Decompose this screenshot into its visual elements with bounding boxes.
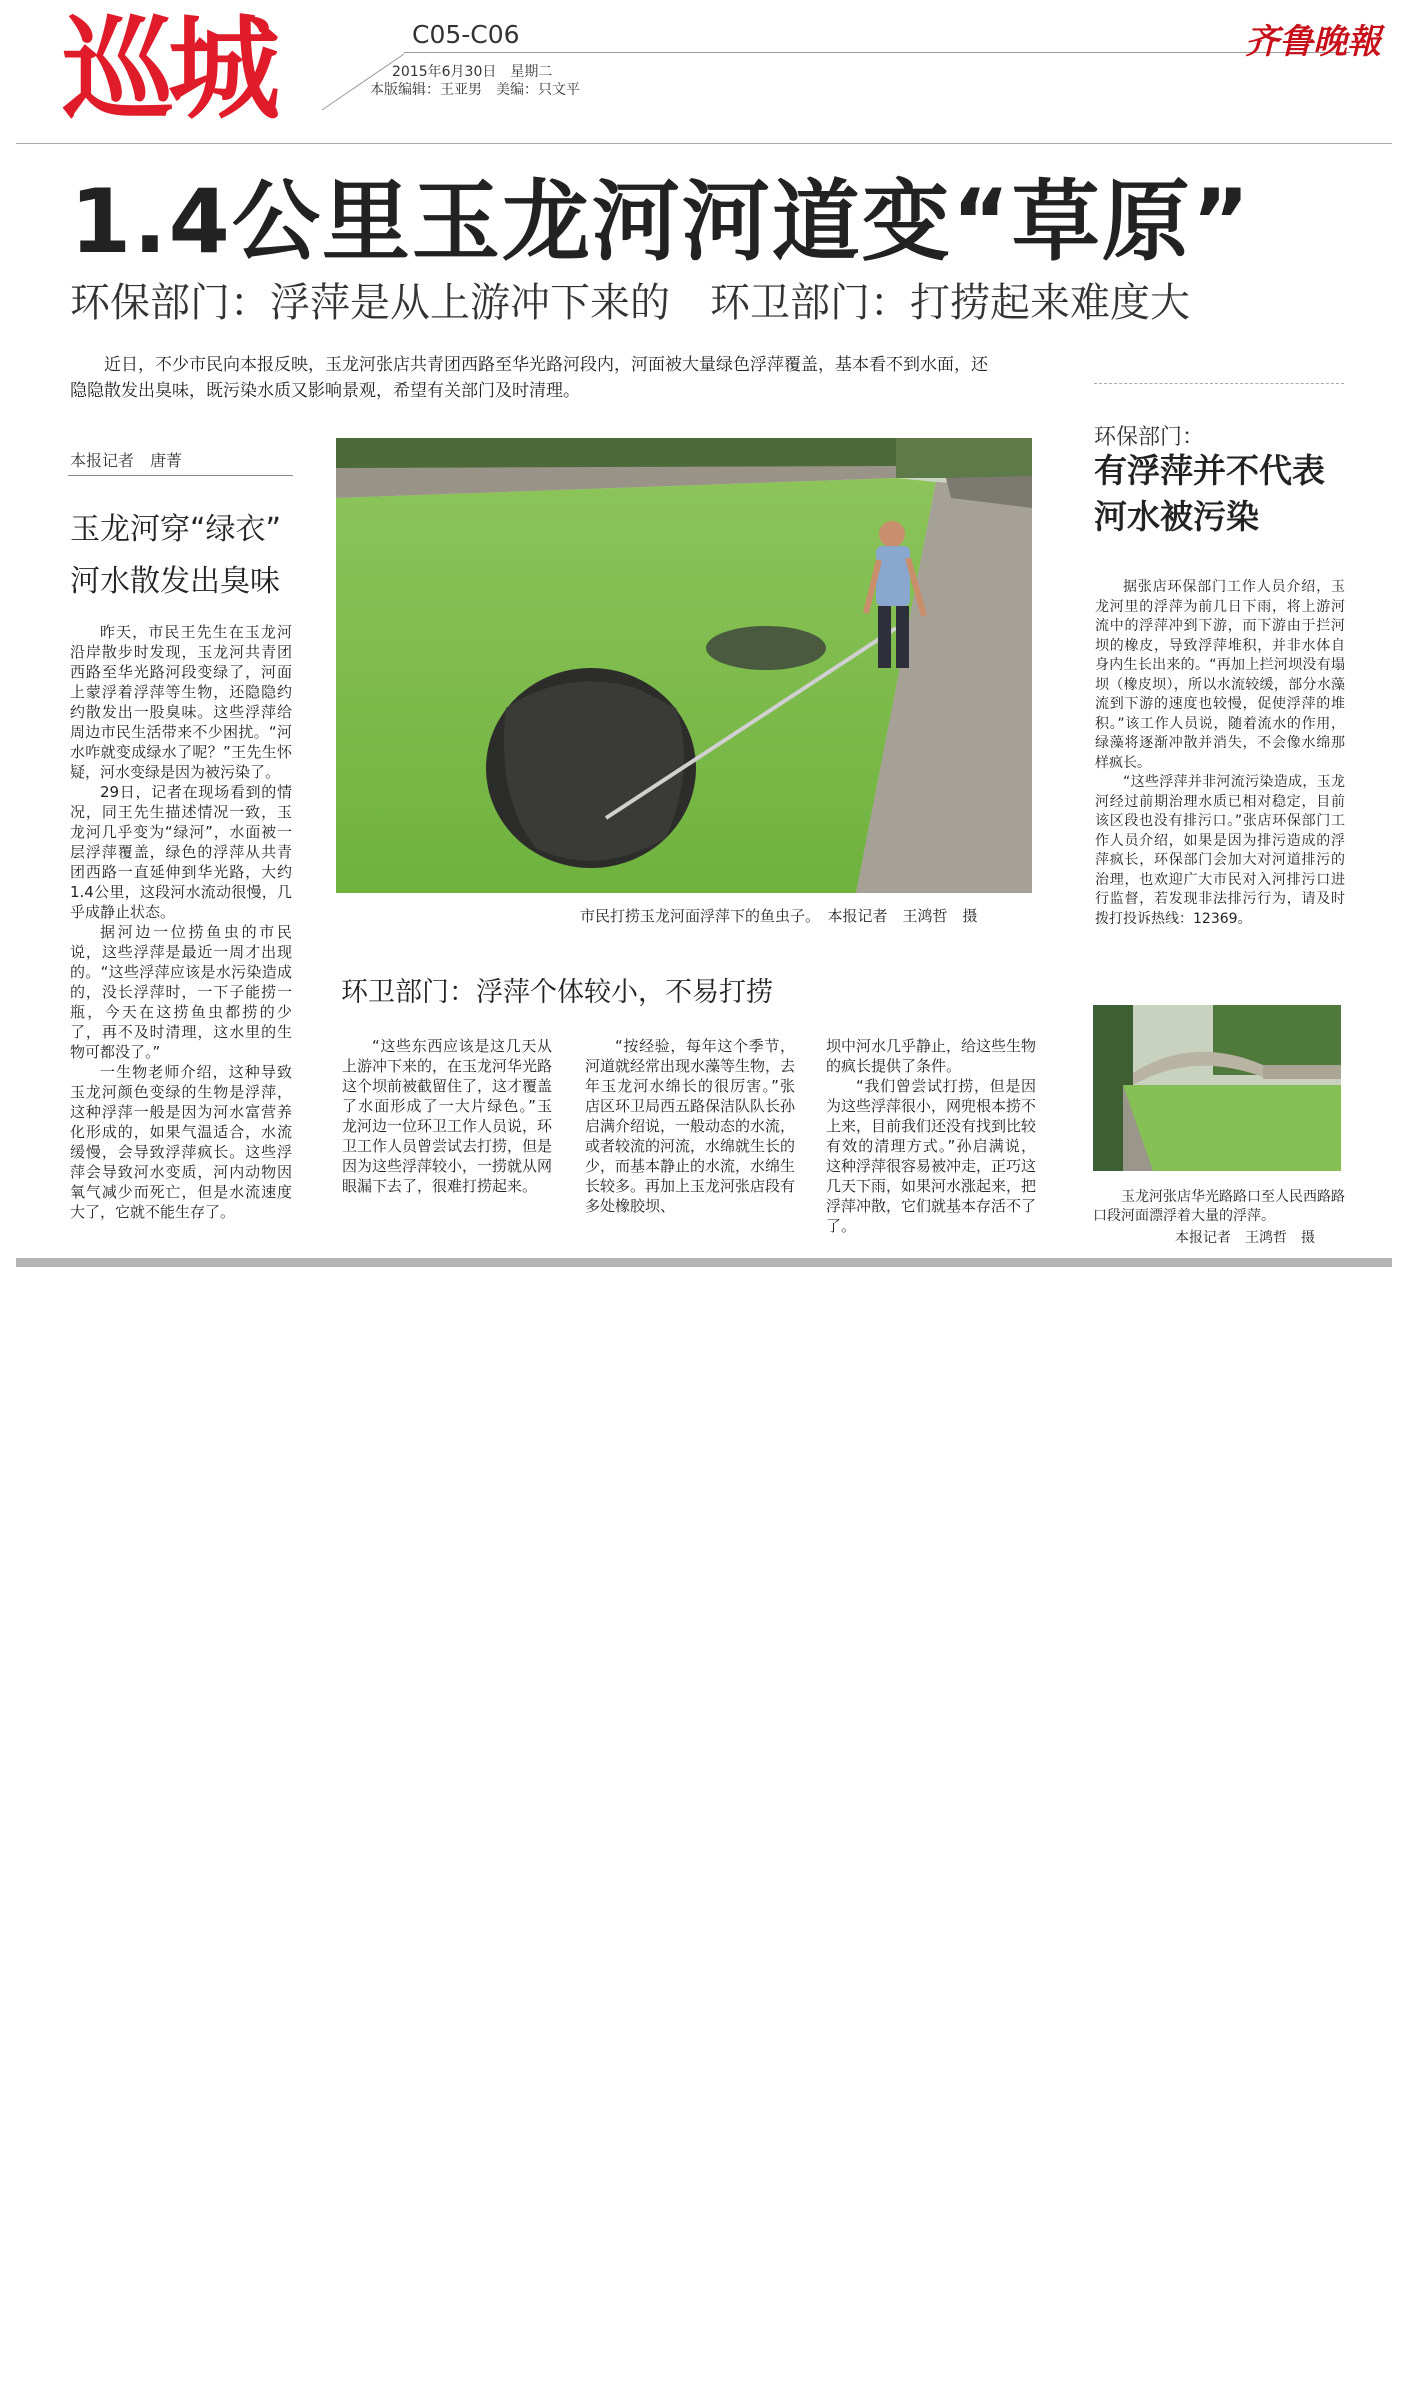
editor-credits: 本版编辑：王亚男 美编：只文平 bbox=[370, 82, 580, 98]
masthead-title: 巡城 bbox=[62, 5, 274, 135]
bridge-photo-illustration bbox=[1093, 1005, 1341, 1171]
main-river-photo bbox=[336, 438, 1032, 893]
header-bottom-rule bbox=[16, 143, 1392, 144]
right-title-line1: 有浮萍并不代表 bbox=[1094, 451, 1325, 490]
left-section-title bbox=[70, 504, 281, 608]
page-subheadline: 环保部门：浮萍是从上游冲下来的 环卫部门：打捞起来难度大 bbox=[70, 280, 1190, 326]
right-paragraph: 据张店环保部门工作人员介绍，玉龙河里的浮萍为前几日下雨，将上游河流中的浮萍冲到下游，而下游由于拦河坝的橡皮，导致浮萍堆积，并非水体自身内生长出来的。“再加上拦河坝没有塌坝（橡皮坝），所以水流较缓，部分水藻流到下游的速度也较慢，促使浮萍的堆积。”该工作人员说，随着流水的作用，绿藻将逐渐冲散并消失，不会像水绵那样疯长。 bbox=[1095, 579, 1345, 771]
bridge-photo-credit: 本报记者 王鸿哲 摄 bbox=[1175, 1230, 1315, 1246]
newspaper-logo: 齐鲁晚報 bbox=[1245, 22, 1381, 62]
bridge-photo-caption: 玉龙河张店华光路路口至人民西路路口段河面漂浮着大量的浮萍。 bbox=[1093, 1189, 1345, 1224]
mid-column-1 bbox=[342, 1036, 552, 1196]
page-bottom-bar bbox=[16, 1258, 1392, 1267]
right-section-kicker: 环保部门： bbox=[1094, 425, 1205, 450]
mid-column-3 bbox=[826, 1036, 1036, 1236]
mid-paragraph: “按经验，每年这个季节，河道就经常出现水藻等生物，去年玉龙河水绵长的很厉害。”张店区环卫局西五路保洁队队长孙启满介绍说，一般动态的水流，或者较流的河流，水绵就生长的少，而基本静止的水流，水绵生长较多。再加上玉龙河张店段有多处橡胶坝、 bbox=[585, 1037, 796, 1215]
mid-column-2 bbox=[585, 1036, 795, 1216]
mid-paragraph: “这些东西应该是这几天从上游冲下来的，在玉龙河华光路这个坝前被截留住了，这才覆盖了水面形成了一大片绿色。”玉龙河边一位环卫工作人员说，环卫工作人员曾尝试去打捞，但是因为这些浮萍较小，一捞就从网眼漏下去了，很难打捞起来。 bbox=[342, 1037, 553, 1195]
right-title-line2: 河水被污染 bbox=[1094, 497, 1259, 536]
main-photo-caption: 市民打捞玉龙河面浮萍下的鱼虫子。 本报记者 王鸿哲 摄 bbox=[580, 907, 978, 925]
river-photo-illustration bbox=[336, 438, 1032, 893]
bridge-river-photo bbox=[1093, 1005, 1341, 1171]
mid-paragraph: “我们曾尝试打捞，但是因为这些浮萍很小，网兜根本捞不上来，目前我们还没有找到比较有效的清理方式。”孙启满说，这种浮萍很容易被冲走，正巧这几天下雨，如果河水涨起来，把浮萍冲散，它们就基本存活不了了。 bbox=[826, 1077, 1037, 1235]
mid-section-title: 环卫部门：浮萍个体较小，不易打捞 bbox=[341, 977, 773, 1008]
lead-dashed-rule bbox=[1094, 383, 1344, 385]
mid-paragraph-continued: 坝中河水几乎静止，给这些生物的疯长提供了条件。 bbox=[826, 1037, 1037, 1075]
page-numbers: C05-C06 bbox=[412, 20, 520, 49]
left-title-line1: 玉龙河穿“绿衣” bbox=[70, 512, 282, 547]
left-paragraph: 据河边一位捞鱼虫的市民说，这些浮萍是最近一周才出现的。“这些浮萍应该是水污染造成的，没长浮萍时，一下子能捞一瓶，今天在这捞鱼虫都捞的少了，再不及时清理，这水里的生物可都没了。” bbox=[70, 923, 292, 1061]
left-title-line2: 河水散发出臭味 bbox=[70, 564, 280, 599]
byline-rule bbox=[68, 475, 293, 476]
left-paragraph: 昨天，市民王先生在玉龙河沿岸散步时发现，玉龙河共青团西路至华光路河段变绿了，河面上蒙浮着浮萍等生物，还隐隐约约散发出一股臭味。这些浮萍给周边市民生活带来不少困扰。“河水咋就变成绿水了呢？”王先生怀疑，河水变绿是因为被污染了。 bbox=[70, 623, 292, 781]
lead-paragraph: 近日，不少市民向本报反映，玉龙河张店共青团西路至华光路河段内，河面被大量绿色浮萍覆盖，基本看不到水面，还隐隐散发出臭味，既污染水质又影响景观，希望有关部门及时清理。 bbox=[70, 355, 988, 401]
left-paragraph: 29日，记者在现场看到的情况，同王先生描述情况一致，玉龙河几乎变为“绿河”，水面被一层浮萍覆盖，绿色的浮萍从共青团西路一直延伸到华光路，大约1.4公里，这段河水流动很慢，几乎成静止状态。 bbox=[70, 783, 292, 921]
reporter-byline: 本报记者 唐菁 bbox=[70, 451, 183, 470]
page-headline: 1.4公里玉龙河河道变“草原” bbox=[70, 170, 1252, 273]
right-article-column bbox=[1095, 578, 1345, 929]
issue-date: 2015年6月30日 星期二 bbox=[392, 64, 553, 80]
header-top-rule bbox=[404, 52, 1350, 53]
left-article-column bbox=[70, 622, 292, 1222]
right-paragraph: “这些浮萍并非河流污染造成，玉龙河经过前期治理水质已相对稳定，目前该区段也没有排污口。”张店环保部门工作人员介绍，如果是因为排污造成的浮萍疯长，环保部门会加大对河道排污的治理，也欢迎广大市民对入河排污口进行监督，若发现非法排污行为，请及时拨打投诉热线：12369。 bbox=[1095, 774, 1345, 927]
right-section-title bbox=[1094, 448, 1325, 540]
left-paragraph: 一生物老师介绍，这种导致玉龙河颜色变绿的生物是浮萍，这种浮萍一般是因为河水富营养化形成的，如果气温适合，水流缓慢，会导致浮萍疯长。这些浮萍会导致河水变质，河内动物因氧气减少而死亡，但是水流速度大了，它就不能生存了。 bbox=[70, 1063, 292, 1221]
